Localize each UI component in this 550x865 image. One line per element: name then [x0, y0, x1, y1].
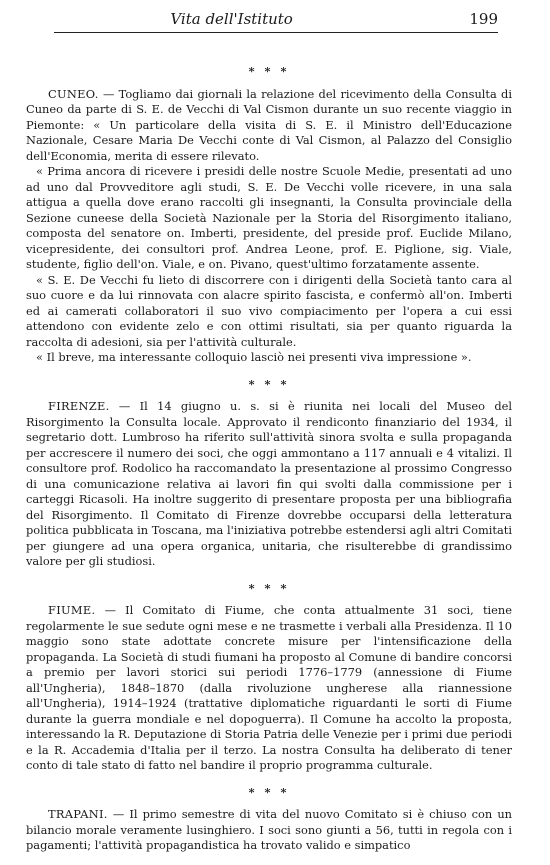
paragraph: « S. E. De Vecchi fu lieto di discorrere con i dirigenti della Società tanto cara al suo cuore e da lui rinnovata con alacre spirito fascista, e confermò all'on. Imberti ed ai camerati collaboratori il suo vivo compiacimento per l'opera a cui essi attendono con evidente zelo e con ottimi risultati, sia per quanto riguarda la raccolta di adesioni, sia per l'attività culturale.	[26, 272, 512, 349]
paragraph	[26, 399, 512, 570]
paragraph-text: — Il 14 giugno u. s. si è riunita nei locali del Museo del Risorgimento la Consulta locale. Approvato il rendiconto finanziario del 1934, il segretario dott. Lumbroso ha riferito sull'attività sinora svolta e sulla propaganda per accrescere il numero dei soci, che oggi ammontano a 117 annuali e 4 vitalizi. Il consultore prof. Rodolico ha raccomandato la presentazione al prossimo Congresso di una comunicazione relativa ai lavori fin qui svolti dalla commissione per i carteggi Ricasoli. Ha inoltre suggerito di presentare proposta per una bibliografia del Risorgimento. Il Comitato di Firenze dovrebbe occuparsi della letteratura politica pubblicata in Toscana, ma l'iniziativa potrebbe estendersi agli altri Comitati per giungere ad una opera organica, unitaria, che risulterebbe di grandissimo valore per gli studiosi.	[26, 399, 512, 568]
paragraph-text: — Togliamo dai giornali la relazione del ricevimento della Consulta di Cuneo da parte di S. E. de Vecchi di Val Cismon durante un suo recente viaggio in Piemonte: « Un particolare della visita di S. E. il Ministro dell'Educazione Nazionale, Cesare Maria De Vecchi conte di Val Cismon, al Palazzo del Consiglio dell'Economia, merita di essere rilevato.	[26, 86, 512, 163]
section-cuneo	[26, 64, 512, 366]
page-number: 199	[469, 10, 498, 28]
section-trapani	[26, 785, 512, 854]
paragraph: « Prima ancora di ricevere i presidi delle nostre Scuole Medie, presentati ad uno ad uno dal Provveditore agli studi, S. E. De Vecchi volle ricevere, in una sala attigua a quella dove erano raccolti gli insegnanti, la Consulta provinciale della Sezione cuneese della Società Nazionale per la Storia del Risorgimento italiano, composta del senatore on. Imberti, presidente, del preside prof. Euclide Milano, vicepresidente, dei consultori prof. Andrea Leone, prof. E. Piglione, sig. Viale, studente, figlio dell'on. Viale, e on. Pivano, quest'ultimo forzatamente assente.	[26, 164, 512, 271]
city-heading: FIUME.	[48, 603, 96, 617]
section-separator: * * *	[248, 580, 290, 595]
section-separator: * * *	[248, 64, 290, 78]
city-heading: CUNEO.	[48, 86, 99, 101]
paragraph	[26, 807, 512, 854]
running-header	[54, 8, 498, 33]
city-heading: FIRENZE.	[48, 399, 110, 413]
paragraph	[26, 603, 512, 774]
paragraph: « Il breve, ma interessante colloquio lasciò nei presenti viva impressione ».	[36, 350, 472, 364]
section-fiume	[26, 581, 512, 774]
running-title: Vita dell'Istituto	[170, 10, 293, 28]
section-separator: * * *	[248, 784, 290, 799]
paragraph-text: — Il Comitato di Fiume, che conta attualmente 31 soci, tiene regolarmente le sue sedute ogni mese e ne trasmette i verbali alla Presidenza. Il 10 maggio sono state adottate concrete misure per l'intensificazione della propaganda. La Società di studi fiumani ha proposto al Comune di bandire concorsi a premio per lavori storici sui periodi 1776–1779 (annessione di Fiume all'Ungheria), 1848–1870 (dalla rivoluzione ungherese alla riannessione all'Ungheria), 1914–1924 (trattative diplomatiche riguardanti le sorti di Fiume durante la guerra mondiale e nel dopoguerra). Il Comune ha accolto la proposta, interessando la R. Deputazione di Storia Patria delle Venezie per i primi due periodi e la R. Accademia d'Italia per il terzo. La nostra Consulta ha deliberato di tener conto di tale stato di fatto nel bandire il proprio programma culturale.	[26, 603, 512, 772]
paragraph-text: — Il primo semestre di vita del nuovo Comitato si è chiuso con un bilancio morale veramente lusinghiero. I soci sono giunti a 56, tutti in regola con i pagamenti; l'attività propagandistica ha trovato valido e simpatico	[26, 807, 512, 852]
paragraph	[26, 87, 512, 165]
city-heading: TRAPANI.	[48, 807, 108, 821]
section-firenze	[26, 377, 512, 570]
section-separator: * * *	[248, 376, 290, 391]
article-body	[26, 64, 512, 865]
